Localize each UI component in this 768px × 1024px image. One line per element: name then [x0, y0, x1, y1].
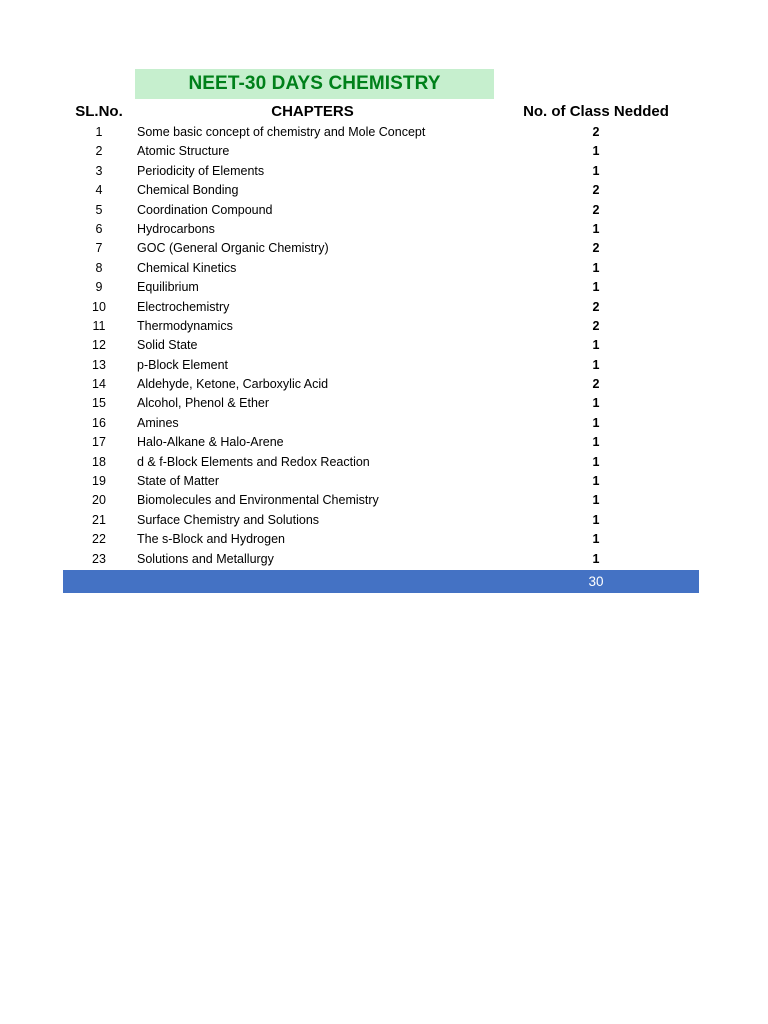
- table-row: [0, 472, 768, 491]
- row-chapter: Coordination Compound: [137, 202, 273, 217]
- table-row: [0, 317, 768, 336]
- table-row: [0, 142, 768, 161]
- table-row: [0, 336, 768, 355]
- row-sl-no: 5: [95, 202, 103, 217]
- row-chapter: Alcohol, Phenol & Ether: [137, 396, 270, 411]
- row-classes: 2: [592, 202, 600, 217]
- row-chapter: The s-Block and Hydrogen: [137, 532, 285, 547]
- row-sl-no: 8: [95, 260, 103, 275]
- row-sl-no: 16: [92, 415, 106, 430]
- row-classes: 1: [592, 357, 600, 372]
- row-sl-no: 4: [95, 183, 103, 198]
- sheet-title: NEET-30 DAYS CHEMISTRY: [135, 69, 494, 99]
- row-sl-no: 7: [95, 241, 103, 256]
- row-chapter: Chemical Bonding: [137, 183, 239, 198]
- table-row: [0, 530, 768, 549]
- row-sl-no: 20: [92, 493, 106, 508]
- row-classes: 2: [592, 318, 600, 333]
- table-row: [0, 453, 768, 472]
- table-row: [0, 181, 768, 200]
- row-sl-no: 9: [95, 280, 103, 295]
- row-sl-no: 15: [92, 396, 106, 411]
- table-row: [0, 550, 768, 569]
- row-sl-no: 3: [95, 163, 103, 178]
- table-row: [0, 414, 768, 433]
- row-classes: 1: [592, 396, 600, 411]
- table-row: [0, 123, 768, 142]
- row-chapter: Aldehyde, Ketone, Carboxylic Acid: [137, 377, 329, 392]
- row-classes: 1: [592, 144, 600, 159]
- row-chapter: Solutions and Metallurgy: [137, 551, 274, 566]
- row-classes: 2: [592, 299, 600, 314]
- row-classes: 1: [592, 532, 600, 547]
- table-row: [0, 220, 768, 239]
- table-row: [0, 278, 768, 297]
- chapter-table-body: [0, 123, 768, 569]
- table-row: [0, 201, 768, 220]
- row-classes: 2: [592, 377, 600, 392]
- row-chapter: Surface Chemistry and Solutions: [137, 512, 320, 527]
- column-header-row: [0, 101, 768, 123]
- row-sl-no: 19: [92, 474, 106, 489]
- row-chapter: Atomic Structure: [137, 144, 230, 159]
- table-row: [0, 491, 768, 510]
- table-row: [0, 511, 768, 530]
- total-classes-value: 30: [588, 574, 604, 589]
- row-sl-no: 18: [92, 454, 106, 469]
- row-sl-no: 6: [95, 221, 103, 236]
- row-chapter: Electrochemistry: [137, 299, 230, 314]
- row-classes: 2: [592, 183, 600, 198]
- row-sl-no: 14: [92, 377, 106, 392]
- row-classes: 1: [592, 280, 600, 295]
- column-header-sl-no: SL.No.: [75, 103, 123, 120]
- row-classes: 1: [592, 474, 600, 489]
- row-chapter: State of Matter: [137, 474, 219, 489]
- row-sl-no: 13: [92, 357, 106, 372]
- row-chapter: p-Block Element: [137, 357, 229, 372]
- column-header-classes: No. of Class Nedded: [523, 103, 669, 120]
- row-chapter: Biomolecules and Environmental Chemistry: [137, 493, 379, 508]
- row-classes: 1: [592, 493, 600, 508]
- row-classes: 1: [592, 435, 600, 450]
- row-classes: 1: [592, 551, 600, 566]
- row-classes: 1: [592, 512, 600, 527]
- row-classes: 1: [592, 415, 600, 430]
- row-chapter: Amines: [137, 415, 179, 430]
- row-sl-no: 10: [92, 299, 106, 314]
- row-sl-no: 2: [95, 144, 103, 159]
- row-sl-no: 12: [92, 338, 106, 353]
- row-chapter: Solid State: [137, 338, 198, 353]
- row-chapter: Thermodynamics: [137, 318, 233, 333]
- row-classes: 1: [592, 163, 600, 178]
- row-sl-no: 21: [92, 512, 106, 527]
- table-row: [0, 259, 768, 278]
- row-classes: 2: [592, 241, 600, 256]
- row-chapter: Chemical Kinetics: [137, 260, 237, 275]
- table-row: [0, 394, 768, 413]
- table-row: [0, 433, 768, 452]
- table-row: [0, 356, 768, 375]
- column-header-chapters: CHAPTERS: [271, 103, 354, 120]
- row-classes: 2: [592, 125, 600, 139]
- row-classes: 1: [592, 338, 600, 353]
- table-row: [0, 162, 768, 181]
- table-row: [0, 298, 768, 317]
- row-chapter: Hydrocarbons: [137, 221, 215, 236]
- table-row: [0, 375, 768, 394]
- row-chapter: d & f-Block Elements and Redox Reaction: [137, 454, 370, 469]
- table-row: [0, 239, 768, 258]
- row-classes: 1: [592, 221, 600, 236]
- row-sl-no: 11: [92, 318, 106, 333]
- row-chapter: Some basic concept of chemistry and Mole Concept: [137, 125, 426, 139]
- row-chapter: Halo-Alkane & Halo-Arene: [137, 435, 284, 450]
- row-chapter: Equilibrium: [137, 280, 199, 295]
- row-classes: 1: [592, 454, 600, 469]
- row-sl-no: 22: [92, 532, 106, 547]
- row-sl-no: 23: [92, 551, 106, 566]
- row-classes: 1: [592, 260, 600, 275]
- row-chapter: GOC (General Organic Chemistry): [137, 241, 329, 256]
- total-row: [63, 570, 699, 593]
- row-sl-no: 1: [95, 125, 103, 139]
- row-chapter: Periodicity of Elements: [137, 163, 265, 178]
- row-sl-no: 17: [92, 435, 106, 450]
